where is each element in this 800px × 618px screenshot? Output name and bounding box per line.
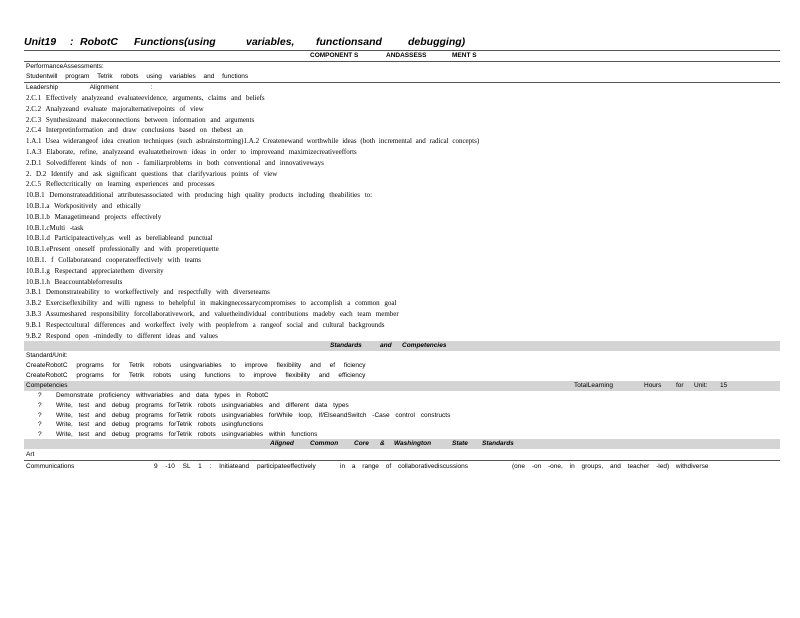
standard-unit-item: CreateRobotC programs for Tetrik robots using functions to improve flexibility and efficiency	[26, 372, 366, 380]
competency-text: Demonstrate proficiency withvariables and data types in RobotC	[56, 392, 269, 400]
leadership-item: 10.B.1.cMulti -task	[26, 223, 84, 232]
communications-end: (one -on -one, in groups, and teacher -led) withdiverse	[512, 463, 709, 471]
art-heading: Art	[26, 451, 35, 459]
leadership-item: 3.B.2 Exerciseflexibility and willi ngness to behelpful in makingnecessarycompromises to accomplish a common goal	[26, 299, 397, 308]
leadership-item: 2.C.1 Effectively analyzeand evaluateevidence, arguments, claims and beliefs	[26, 94, 265, 102]
competency-item	[24, 411, 780, 421]
communications-label: Communications	[26, 463, 75, 471]
communications-row	[24, 460, 780, 473]
performance-heading: PerformanceAssessments:	[24, 61, 780, 72]
standard-unit-item: CreateRobotC programs for Tetrik robots usingvariables to improve flexibility and ef ficiency	[26, 362, 366, 370]
document-page	[24, 36, 780, 473]
leadership-item: 2.C.4 Interpretinformation and draw conclusions based on thebest an	[26, 126, 243, 135]
bullet-icon: ?	[38, 411, 42, 419]
competency-text: Write, test and debug programs forTetrik robots usingvariables within functions	[56, 430, 318, 438]
leadership-item: 2.C.5 Reflectcritically on learning experiences and processes	[26, 180, 215, 189]
communications-code: 9 -10 SL 1 : Initiateand participateeffectively	[154, 463, 316, 471]
leadership-heading: Leadership Alignment :	[24, 82, 780, 93]
title-functionsand: functionsand	[316, 36, 382, 48]
leadership-item: 9.B.2 Respond open -mindedly to different ideas and values	[26, 331, 218, 340]
bar-core: Core	[354, 440, 369, 448]
subtitle-ments: MENT S	[452, 52, 477, 59]
leadership-item: 10.B.1.b Managetimeand projects effectively	[26, 212, 162, 221]
bar-aligned: Aligned	[270, 440, 294, 448]
components-subtitle	[24, 50, 780, 61]
competency-item	[24, 430, 780, 440]
for-label: for	[676, 382, 684, 390]
leadership-item: 3.B.3 Assumeshared responsibility forcollaborativework, and valuetheindividual contributions madeby each team member	[26, 309, 399, 318]
communications-middle: in a range of collaborativediscussions	[340, 463, 469, 471]
title-colon: :	[70, 36, 74, 48]
unit-title	[24, 36, 780, 50]
competencies-heading: Competencies	[26, 382, 68, 390]
title-debugging: debugging)	[408, 36, 466, 48]
aligned-standards-bar	[24, 439, 780, 449]
bullet-icon: ?	[38, 392, 42, 400]
bar-amp: &	[380, 440, 385, 448]
leadership-item: 2. D.2 Identify and ask significant questions that clarifyvarious points of view	[26, 169, 278, 178]
leadership-item: 9.B.1 Respectcultural differences and workeffect ively with peoplefrom a rangeof social and cultural backgrounds	[26, 320, 385, 329]
leadership-item: 10.B.1. f Collaborateand cooperateeffectively with teams	[26, 255, 202, 264]
competency-text: Write, test and debug programs forTetrik robots usingfunctions	[56, 421, 264, 429]
competencies-list	[24, 391, 780, 439]
bar-common: Common	[310, 440, 339, 448]
unit-label: Unit:	[694, 382, 708, 390]
subtitle-components: COMPONENT S	[310, 52, 359, 59]
performance-text: Studentwill program Tetrik robots using variables and functions	[26, 73, 249, 80]
competency-text: Write, test and debug programs forTetrik robots usingvariables forWhile loop, If/ElseandSwitch -Case control constructs	[56, 411, 451, 419]
bar-state: State	[452, 440, 468, 448]
leadership-item: 1.A.3 Elaborate, refine, analyzeand evaluatetheirown ideas in order to improveand maximizecreativeefforts	[26, 147, 357, 156]
total-hours-value: 15	[720, 382, 728, 390]
leadership-item: 2.C.3 Synthesizeand makeconnections between information and arguments	[26, 115, 255, 124]
standard-unit-heading: Standard/Unit:	[26, 352, 68, 360]
leadership-item: 10.B.1.d Participateactively,as well as bereliableand punctual	[26, 234, 213, 243]
competency-item	[24, 391, 780, 401]
standards-competencies-bar	[24, 341, 780, 351]
leadership-item: 10.B.1.h Beaccountableforresults	[26, 277, 123, 286]
bar-competencies: Competencies	[402, 342, 447, 350]
leadership-item: 2.D.1 Solvedifferent kinds of non - familiarproblems in both conventional and innovativeways	[26, 158, 324, 167]
title-unit: Unit19	[24, 36, 57, 48]
leadership-item: 3.B.1 Demonstrateability to workeffectively and respectfully with diverseteams	[26, 288, 270, 297]
title-robotc: RobotC	[80, 36, 118, 48]
title-functions: Functions(using	[134, 36, 216, 48]
leadership-list	[24, 93, 780, 341]
bar-and: and	[380, 342, 392, 350]
leadership-item: 10.B.1.ePresent oneself professionally and with properetiquette	[26, 245, 219, 254]
leadership-item: 10.B.1.a Workpositively and ethically	[26, 201, 141, 210]
leadership-item: 1.A.1 Usea widerangeof idea creation techniques (such asbrainstorming)1.A.2 Createnewand worthwhile ideas (both incremental and radical concepts)	[26, 137, 480, 146]
leadership-item: 10.B.1.g Respectand appreciatethem diversity	[26, 266, 164, 275]
competency-item	[24, 420, 780, 430]
bullet-icon: ?	[38, 430, 42, 438]
competency-text: Write, test and debug programs forTetrik robots usingvariables and different data types	[56, 401, 349, 409]
leadership-item: 10.B.1 Demonstrateadditional attributesassociated with producing high quality products including theabilities to:	[26, 191, 373, 200]
bar-standards: Standards	[330, 342, 362, 350]
subtitle-andassess: ANDASSESS	[386, 52, 427, 59]
competency-item	[24, 401, 780, 411]
leadership-item: 2.C.2 Analyzeand evaluate majoralternativepoints of view	[26, 104, 204, 113]
hours-label: Hours	[644, 382, 662, 390]
bar-washington: Washington	[394, 440, 432, 448]
bullet-icon: ?	[38, 401, 42, 409]
bar-standards-2: Standards	[482, 440, 514, 448]
total-learning-label: TotalLearning	[574, 382, 614, 390]
competencies-header	[24, 381, 780, 391]
title-variables: variables,	[246, 36, 295, 48]
bullet-icon: ?	[38, 421, 42, 429]
